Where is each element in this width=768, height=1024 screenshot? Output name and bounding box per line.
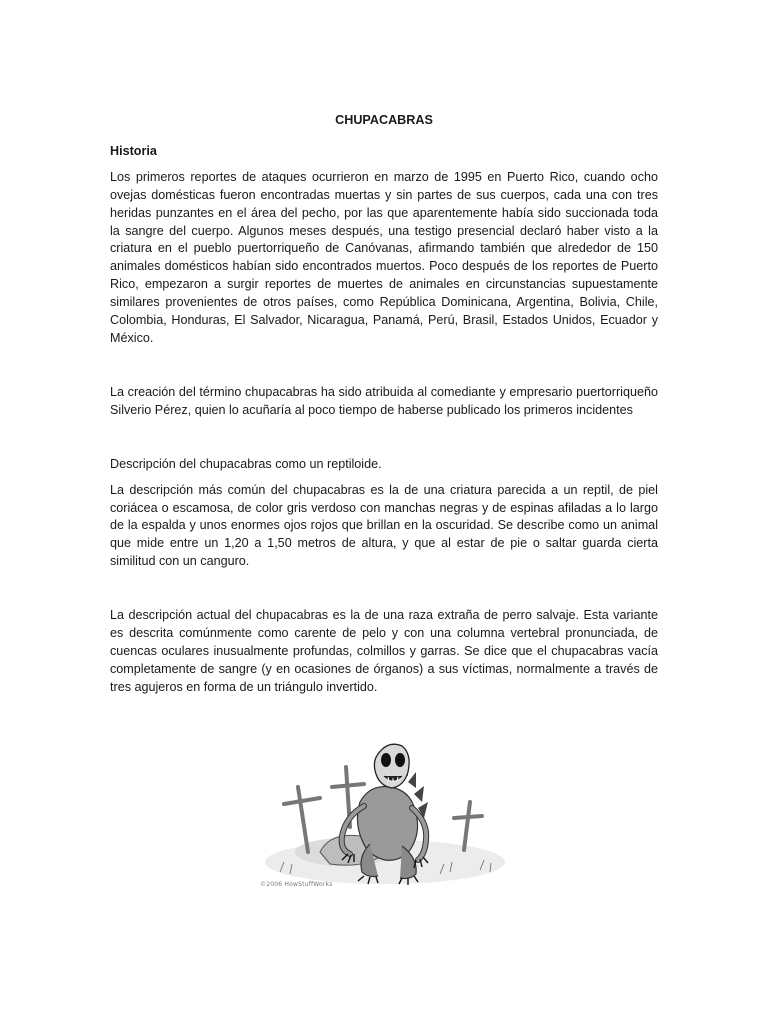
- chupacabras-illustration: [250, 732, 514, 898]
- paragraph-dog-description: La descripción actual del chupacabras es la de una raza extraña de perro salvaje. Esta variante es descrita comúnmente como carente de pelo y con una columna vertebral pronunciada, de cuencas oculares inusualmente profundas, colmillos y garras. Se dice que el chupacabras vacía completamente de sangre (y en ocasiones de órganos) a sus víctimas, normalmente a través de tres agujeros en forma de un triángulo invertido.: [110, 608, 658, 694]
- paragraph-gap: [110, 571, 658, 607]
- paragraph-gap: [110, 420, 658, 456]
- image-credit: ©2006 HowStuffWorks: [260, 881, 333, 888]
- section-heading-historia: Historia: [110, 143, 157, 158]
- paragraph-term-origin: La creación del término chupacabras ha sido atribuida al comediante y empresario puertorriqueño Silverio Pérez, quien lo acuñaría al poco tiempo de haberse publicado los primeros incidentes: [110, 384, 658, 417]
- paragraph-history: Los primeros reportes de ataques ocurrieron en marzo de 1995 en Puerto Rico, cuando ocho ovejas domésticas fueron encontradas muertas y sin partes de sus cuerpos, cada una con tres heridas punzantes en el área del pecho, por las que aparentemente había sido succionada toda la sangre del cuerpo. Algunos meses después, una testigo presencial declaró haber visto a la criatura en el pueblo puertorriqueño de Canóvanas, afirmando también que alrededor de 150 animales domésticos habían sido encontrados muertos. Poco después de los reportes de Puerto Rico, empezaron a surgir reportes de muertes de animales en circunstancias supuestamente similares provenientes de otros países, como República Dominicana, Argentina, Bolivia, Chile, Colombia, Honduras, El Salvador, Nicaragua, Panamá, Perú, Brasil, Estados Unidos, Ecuador y México.: [110, 169, 658, 345]
- paragraph-gap: [110, 348, 658, 384]
- document-title: CHUPACABRAS: [335, 113, 433, 127]
- document-body: [110, 112, 658, 697]
- section-heading-reptiloide: Descripción del chupacabras como un reptiloide.: [110, 456, 382, 471]
- paragraph-reptile-description: La descripción más común del chupacabras es la de una criatura parecida a un reptil, de piel coriácea o escamosa, de color gris verdoso con manchas negras y de espinas afiladas a lo largo de la espalda y unos enormes ojos rojos que brillan en la oscuridad. Se describe como un animal que mide entre un 1,20 a 1,50 metros de altura, y que al estar de pie o saltar guarda cierta similitud con un canguro.: [110, 482, 658, 569]
